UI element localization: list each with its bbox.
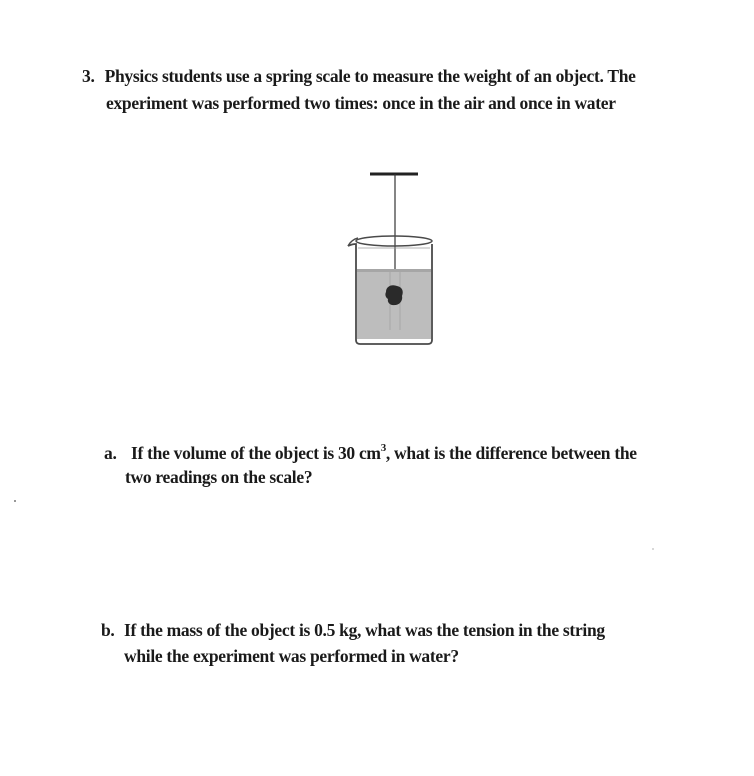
part-a-text-pre: If the volume of the object is 30 cm (131, 443, 381, 463)
question-text-line-2: experiment was performed two times: once in the air and once in water (106, 93, 616, 113)
part-a-letter: a. (104, 443, 117, 463)
scan-speck (652, 548, 654, 550)
part-a-line-1 (131, 443, 637, 464)
part-a-line-2: two readings on the scale? (125, 467, 313, 487)
question-number: 3. (82, 66, 95, 86)
question-text-line-1: Physics students use a spring scale to measure the weight of an object. The (104, 66, 636, 86)
part-b-line-2: while the experiment was performed in water? (124, 646, 459, 666)
scan-speck (14, 500, 16, 502)
beaker-rim (356, 236, 432, 246)
part-b-letter: b. (101, 620, 115, 640)
question-line-1 (82, 66, 636, 87)
beaker-diagram (340, 160, 450, 355)
part-a-superscript: 3 (380, 442, 386, 455)
part-a-text-post: , what is the difference between the (385, 443, 637, 463)
beaker-with-submerged-object-icon (340, 160, 450, 355)
part-b-line-1: If the mass of the object is 0.5 kg, what was the tension in the string (124, 620, 605, 640)
